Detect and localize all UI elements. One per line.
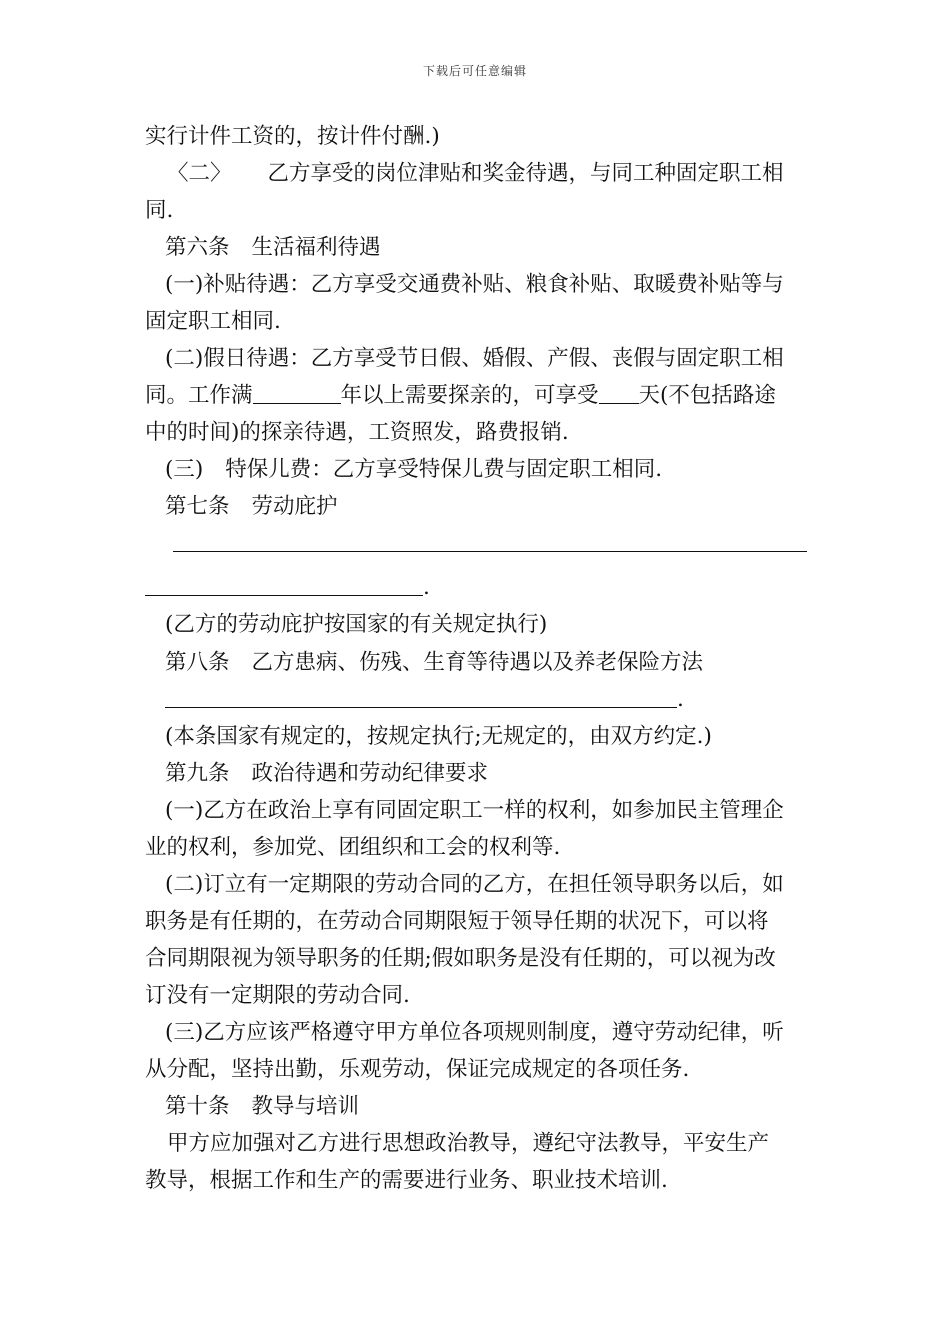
article-6-heading	[145, 229, 810, 266]
clause-text: 乙方享受的岗位津贴和奖金待遇，与同工种固定职工相	[267, 161, 784, 186]
blank-protection-field[interactable]	[173, 529, 807, 552]
blank-days-field[interactable]	[599, 381, 639, 404]
article-number: 第七条	[165, 494, 230, 519]
paragraph-line: 同.	[145, 198, 174, 223]
article-title: 教导与培训	[251, 1094, 360, 1119]
text-segment: 天(不包括路途	[638, 383, 776, 408]
line-end-period: .	[677, 687, 684, 712]
article-number: 第九条	[165, 761, 230, 786]
blank-years-field[interactable]	[253, 381, 341, 404]
paragraph-line: 订没有一定期限的劳动合同.	[145, 983, 410, 1008]
paragraph-line: (本条国家有规定的，按规定执行;无规定的，由双方约定.)	[165, 724, 712, 749]
paragraph-line: (乙方的劳动庇护按国家的有关规定执行)	[165, 612, 548, 637]
paragraph-line: 中的时间)的探亲待遇，工资照发，路费报销.	[145, 420, 569, 445]
fill-in-line	[145, 377, 810, 414]
blank-protection-field-cont[interactable]	[145, 573, 423, 596]
document-body	[145, 118, 810, 1199]
article-9-heading	[145, 755, 810, 792]
text-segment: 同。工作满	[145, 383, 253, 408]
paragraph-line: 甲方应加强对乙方进行思想政治教导，遵纪守法教导，平安生产	[167, 1131, 770, 1156]
paragraph-line: (一)乙方在政治上享有同固定职工一样的权利，如参加民主管理企	[165, 798, 784, 823]
article-10-heading	[145, 1088, 810, 1125]
article-title: 政治待遇和劳动纪律要求	[251, 761, 489, 786]
article-7-heading	[145, 488, 810, 525]
article-title: 乙方患病、伤残、生育等待遇以及养老保险方法	[251, 650, 704, 675]
blank-line-3	[145, 681, 810, 718]
paragraph-line: 业的权利，参加党、团组织和工会的权利等.	[145, 835, 561, 860]
blank-line-2	[145, 569, 810, 606]
paragraph-line: 教导，根据工作和生产的需要进行业务、职业技术培训.	[145, 1168, 668, 1193]
clause-2-line	[145, 155, 810, 192]
article-title: 生活福利待遇	[251, 235, 381, 260]
clause-number: 〈二〉	[167, 161, 232, 186]
line-end-period: .	[423, 575, 430, 600]
blank-line-1	[145, 525, 810, 569]
paragraph-line: 固定职工相同.	[145, 309, 281, 334]
paragraph-line: 职务是有任期的，在劳动合同期限短于领导任期的状况下，可以将	[145, 909, 769, 934]
paragraph-line: (二)假日待遇：乙方享受节日假、婚假、产假、丧假与固定职工相	[165, 346, 784, 371]
blank-insurance-field[interactable]	[165, 685, 677, 708]
paragraph-line: 从分配，坚持出勤，乐观劳动，保证完成规定的各项任务.	[145, 1057, 690, 1082]
clause-3-line	[145, 451, 810, 488]
article-number: 第十条	[165, 1094, 230, 1119]
paragraph-line: 实行计件工资的，按计件付酬.)	[145, 124, 440, 149]
article-8-heading	[145, 644, 810, 681]
page-header-note: 下载后可任意编辑	[422, 64, 527, 78]
text-segment: 年以上需要探亲的，可享受	[340, 383, 599, 408]
article-number: 第八条	[165, 650, 230, 675]
clause-text: 特保儿费：乙方享受特保儿费与固定职工相同.	[225, 457, 663, 482]
article-number: 第六条	[165, 235, 230, 260]
paragraph-line: (二)订立有一定期限的劳动合同的乙方，在担任领导职务以后，如	[165, 872, 784, 897]
clause-number: (三)	[165, 457, 204, 482]
paragraph-line: (一)补贴待遇：乙方享受交通费补贴、粮食补贴、取暖费补贴等与	[165, 272, 784, 297]
paragraph-line: (三)乙方应该严格遵守甲方单位各项规则制度，遵守劳动纪律，听	[165, 1020, 784, 1045]
article-title: 劳动庇护	[251, 494, 338, 519]
paragraph-line: 合同期限视为领导职务的任期;假如职务是没有任期的，可以视为改	[145, 946, 776, 971]
